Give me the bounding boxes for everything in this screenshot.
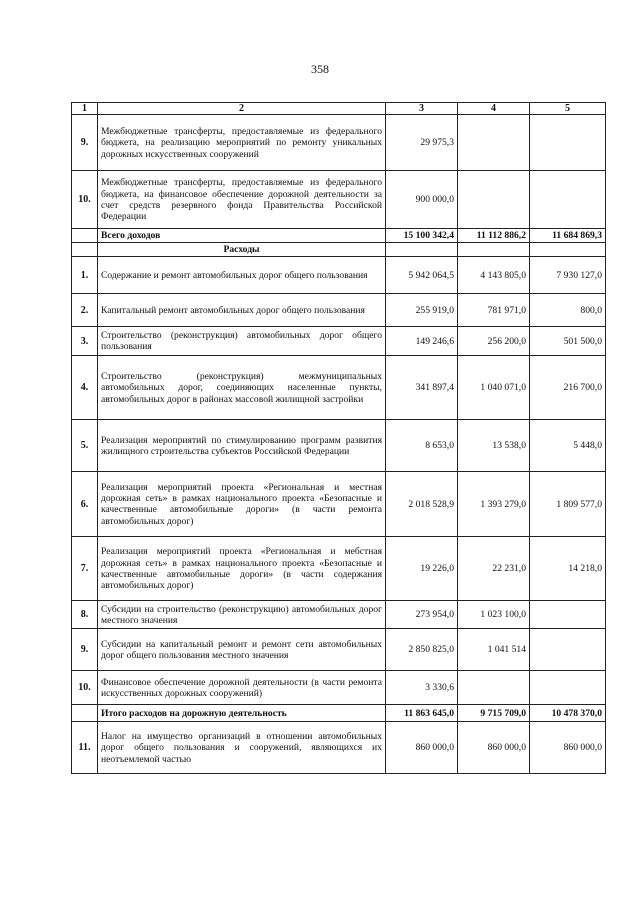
value-col4: 13 538,0 — [458, 420, 530, 472]
row-description: Содержание и ремонт автомобильных дорог общего пользования — [98, 257, 386, 294]
table-header-row — [72, 103, 606, 115]
value-col3: 3 330,6 — [386, 671, 458, 705]
row-description: Строительство (реконструкция) автомобильных дорог общего пользования — [98, 327, 386, 356]
row-description: Налог на имущество организаций в отношении автомобильных дорог общего пользования и сооружений, являющихся их неотъемлемой частью — [98, 722, 386, 774]
budget-table — [71, 102, 606, 774]
value-col5 — [530, 671, 606, 705]
row-number: 9. — [72, 629, 98, 671]
row-number: 9. — [72, 115, 98, 171]
page-number: 358 — [311, 62, 329, 76]
row-description: Реализация мероприятий проекта «Региональная и местная дорожная сеть» в рамках национального проекта «Безопасные и качественные автомобильные дороги» (в части ремонта автомобильных дорог) — [98, 472, 386, 537]
value-col5 — [530, 171, 606, 229]
total-expenses-col3: 11 863 645,0 — [386, 705, 458, 722]
value-col5 — [530, 115, 606, 171]
total-income-label: Всего доходов — [98, 229, 386, 243]
table-row — [72, 327, 606, 356]
row-number: 3. — [72, 327, 98, 356]
value-col5: 7 930 127,0 — [530, 257, 606, 294]
value-col3: 29 975,3 — [386, 115, 458, 171]
row-number: 10. — [72, 671, 98, 705]
column-header: 3 — [386, 103, 458, 115]
value-col3: 2 850 825,0 — [386, 629, 458, 671]
row-number: 11. — [72, 722, 98, 774]
total-expenses-label: Итого расходов на дорожную деятельность — [98, 705, 386, 722]
value-col3: 273 954,0 — [386, 601, 458, 629]
row-number: 7. — [72, 537, 98, 601]
row-number: 2. — [72, 294, 98, 327]
row-description: Межбюджетные трансферты, предоставляемые из федерального бюджета, на реализацию мероприятий по ремонту уникальных дорожных искусственных сооружений — [98, 115, 386, 171]
table-row — [72, 722, 606, 774]
total-income-col5: 11 684 869,3 — [530, 229, 606, 243]
row-number: 6. — [72, 472, 98, 537]
value-col3: 8 653,0 — [386, 420, 458, 472]
value-col4: 256 200,0 — [458, 327, 530, 356]
column-header: 2 — [98, 103, 386, 115]
row-description: Межбюджетные трансферты, предоставляемые из федерального бюджета, на финансовое обеспечение дорожной деятельности за счет средств резервного фонда Правительства Российской Федерации — [98, 171, 386, 229]
row-number: 4. — [72, 356, 98, 420]
row-description: Финансовое обеспечение дорожной деятельности (в части ремонта искусственных дорожных сооружений) — [98, 671, 386, 705]
column-header: 5 — [530, 103, 606, 115]
total-income-col4: 11 112 886,2 — [458, 229, 530, 243]
value-col3: 19 226,0 — [386, 537, 458, 601]
value-col4: 781 971,0 — [458, 294, 530, 327]
value-col3: 900 000,0 — [386, 171, 458, 229]
row-description: Субсидии на капитальный ремонт и ремонт сети автомобильных дорог общего пользования местного значения — [98, 629, 386, 671]
row-description: Капитальный ремонт автомобильных дорог общего пользования — [98, 294, 386, 327]
value-col4: 1 040 071,0 — [458, 356, 530, 420]
total-income-row — [72, 229, 606, 243]
row-description: Реализация мероприятий проекта «Региональная и мебстная дорожная сеть» в рамках национального проекта «Безопасные и качественные автомобильные дороги» (в части содержания автомобильных дорог) — [98, 537, 386, 601]
table-row — [72, 601, 606, 629]
table-row — [72, 171, 606, 229]
row-number: 1. — [72, 257, 98, 294]
table-row — [72, 294, 606, 327]
value-col3: 341 897,4 — [386, 356, 458, 420]
row-number: 8. — [72, 601, 98, 629]
value-col3: 860 000,0 — [386, 722, 458, 774]
row-description: Строительство (реконструкция) межмуниципальных автомобильных дорог, соединяющих населенные пункты, автомобильных дорог в районах массовой жилищной застройки — [98, 356, 386, 420]
value-col4: 22 231,0 — [458, 537, 530, 601]
value-col4: 1 023 100,0 — [458, 601, 530, 629]
total-income-col3: 15 100 342,4 — [386, 229, 458, 243]
row-number: 10. — [72, 171, 98, 229]
value-col5 — [530, 629, 606, 671]
value-col4: 4 143 805,0 — [458, 257, 530, 294]
column-header: 4 — [458, 103, 530, 115]
table-row — [72, 629, 606, 671]
value-col5: 860 000,0 — [530, 722, 606, 774]
total-expenses-col4: 9 715 709,0 — [458, 705, 530, 722]
table-row — [72, 115, 606, 171]
row-description: Субсидии на строительство (реконструкцию) автомобильных дорог местного значения — [98, 601, 386, 629]
table-row — [72, 420, 606, 472]
table-row — [72, 472, 606, 537]
value-col4 — [458, 115, 530, 171]
value-col5: 501 500,0 — [530, 327, 606, 356]
table-row — [72, 257, 606, 294]
value-col4 — [458, 671, 530, 705]
value-col4: 1 041 514 — [458, 629, 530, 671]
column-header: 1 — [72, 103, 98, 115]
total-expenses-row — [72, 705, 606, 722]
row-number: 5. — [72, 420, 98, 472]
value-col4: 1 393 279,0 — [458, 472, 530, 537]
value-col5 — [530, 601, 606, 629]
value-col5: 216 700,0 — [530, 356, 606, 420]
value-col3: 255 919,0 — [386, 294, 458, 327]
table-row — [72, 671, 606, 705]
row-description: Реализация мероприятий по стимулированию программ развития жилищного строительства субъектов Российской Федерации — [98, 420, 386, 472]
value-col3: 5 942 064,5 — [386, 257, 458, 294]
value-col5: 5 448,0 — [530, 420, 606, 472]
value-col5: 800,0 — [530, 294, 606, 327]
section-row — [72, 243, 606, 257]
value-col5: 14 218,0 — [530, 537, 606, 601]
total-expenses-col5: 10 478 370,0 — [530, 705, 606, 722]
value-col4: 860 000,0 — [458, 722, 530, 774]
table-row — [72, 356, 606, 420]
value-col4 — [458, 171, 530, 229]
table-row — [72, 537, 606, 601]
value-col5: 1 809 577,0 — [530, 472, 606, 537]
section-title: Расходы — [98, 243, 386, 257]
value-col3: 2 018 528,9 — [386, 472, 458, 537]
value-col3: 149 246,6 — [386, 327, 458, 356]
